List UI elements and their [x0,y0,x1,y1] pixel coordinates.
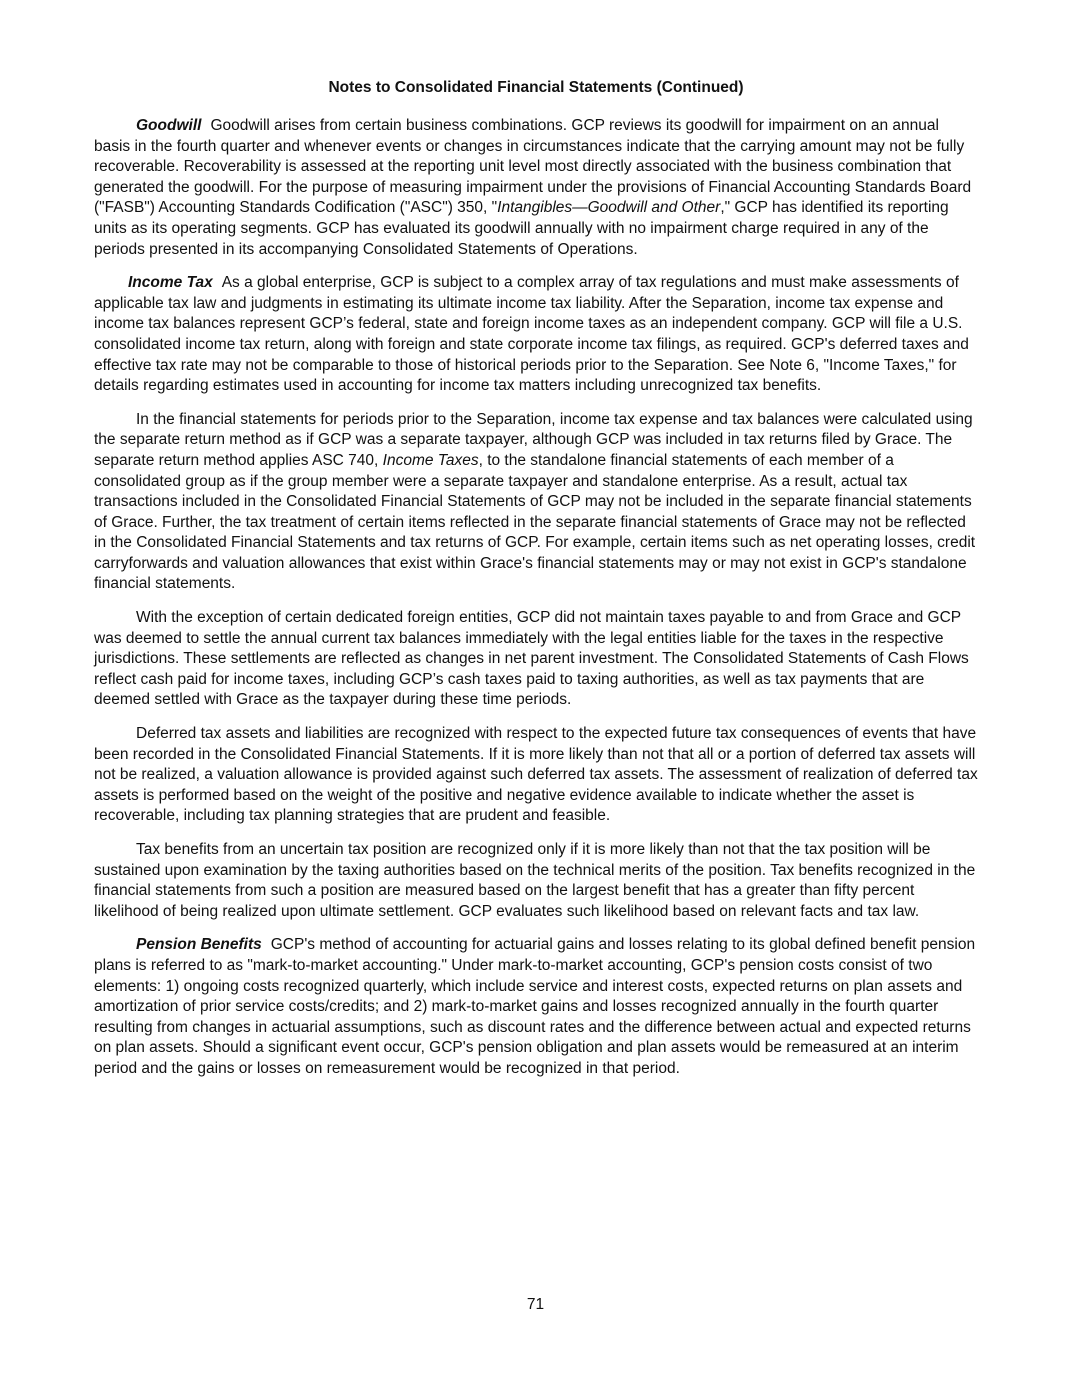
goodwill-heading: Goodwill [136,117,202,134]
income-tax-text: As a global enterprise, GCP is subject to a complex array of tax regulations and must make assessments of applicable tax law and judgments in estimating its ultimate income tax liability. After the Separation, income tax expense and income tax balances represent GCP’s federal, state and foreign income taxes as an independent company. GCP will file a U.S. consolidated income tax return, along with foreign and state corporate income tax filings, as required. GCP's deferred taxes and effective tax rate may not be comparable to those of historical periods prior to the Separation. See Note 6, "Income Taxes," for details regarding estimates used in accounting for income tax matters including unrecognized tax benefits. [94,274,969,395]
separate-return-text-italic: Income Taxes [382,451,479,469]
deferred-tax-paragraph: Deferred tax assets and liabilities are recognized with respect to the expected future tax consequences of events that have been recorded in the Consolidated Financial Statements. If it is more likely than not that all or a portion of deferred tax assets will not be realized, a valuation allowance is provided against such deferred tax assets. The assessment of realization of deferred tax assets is performed based on the weight of the positive and negative evidence available to indicate whether the asset is recoverable, including tax planning strategies that are prudent and feasible. [94,725,978,825]
separate-return-text-a: In the financial statements for periods prior to the Separation, income tax expense and tax balances were calculated using the separate return method as if GCP was a separate taxpayer, although GCP was included in tax returns filed by Grace. The separate return method applies ASC 740, [94,410,973,469]
separate-return-text-b: , to the standalone financial statements of each member of a consolidated group as if the group member were a separate taxpayer and standalone enterprise. As a result, actual tax transactions included in the Consolidated Financial Statements of GCP may not be included in the separate financial statements of Grace. Further, the tax treatment of certain items reflected in the separate financial statements of Grace may not be reflected in the Consolidated Financial Statements and tax returns of GCP. For example, certain items such as net operating losses, credit carryforwards and valuation allowances that exist within Grace's financial statements may or may not exist in GCP's standalone financial statements. [94,451,976,593]
pension-text: GCP's method of accounting for actuarial gains and losses relating to its global defined benefit pension plans is referred to as "mark-to-market accounting." Under mark-to-market accounting, GCP's pension costs consist of two elements: 1) ongoing costs recognized quarterly, which include service and interest costs, expected returns on plan assets and amortization of prior service costs/credits; and 2) mark-to-market gains and losses recognized annually in the fourth quarter resulting from changes in actuarial assumptions, such as discount rates and the difference between actual and expected returns on plan assets. Should a significant event occur, GCP's pension obligation and plan assets would be remeasured at an interim period and the gains or losses on remeasurement would be recognized in that period. [94,936,976,1077]
goodwill-paragraph [94,116,978,260]
foreign-entities-paragraph: With the exception of certain dedicated foreign entities, GCP did not maintain taxes payable to and from Grace and GCP was deemed to settle the annual current tax balances immediately with the legal entities liable for the taxes in the respective jurisdictions. These settlements are reflected as changes in net parent investment. The Consolidated Statements of Cash Flows reflect cash paid for income taxes, including GCP’s cash taxes paid to taxing authorities, as well as tax payments that are deemed settled with Grace as the taxpayer during these time periods. [94,609,969,709]
document-page [94,78,978,1093]
uncertain-tax-paragraph: Tax benefits from an uncertain tax position are recognized only if it is more likely than not that the tax position will be sustained upon examination by the taxing authorities based on the technical merits of the position. Tax benefits recognized in the financial statements from such a position are measured based on the largest benefit that has a greater than fifty percent likelihood of being realized upon ultimate settlement. GCP evaluates such likelihood based on relevant facts and tax law. [94,841,976,920]
goodwill-text-italic: Intangibles—Goodwill and Other [497,199,721,217]
goodwill-text-b: ," GCP has identified its reporting units as its operating segments. GCP has evaluated its goodwill annually with no impairment charge required in any of the periods presented in its accompanying Consolidated Statements of Operations. [94,199,949,258]
goodwill-text-a: Goodwill arises from certain business combinations. GCP reviews its goodwill for impairment on an annual basis in the fourth quarter and whenever events or changes in circumstances indicate that the carrying amount may not be fully recoverable. Recoverability is assessed at the reporting unit level most directly associated with the business combination that generated the goodwill. For the purpose of measuring impairment under the provisions of Financial Accounting Standards Board ("FASB") Accounting Standards Codification ("ASC") 350, " [94,117,972,217]
income-tax-heading: Income Tax [128,274,213,292]
page-title: Notes to Consolidated Financial Statements (Continued) [328,79,744,96]
separate-return-paragraph [94,410,978,595]
pension-heading: Pension Benefits [136,936,262,954]
income-tax-paragraph [94,273,978,397]
page-number: 71 [526,1296,545,1313]
pension-paragraph [94,935,978,1079]
